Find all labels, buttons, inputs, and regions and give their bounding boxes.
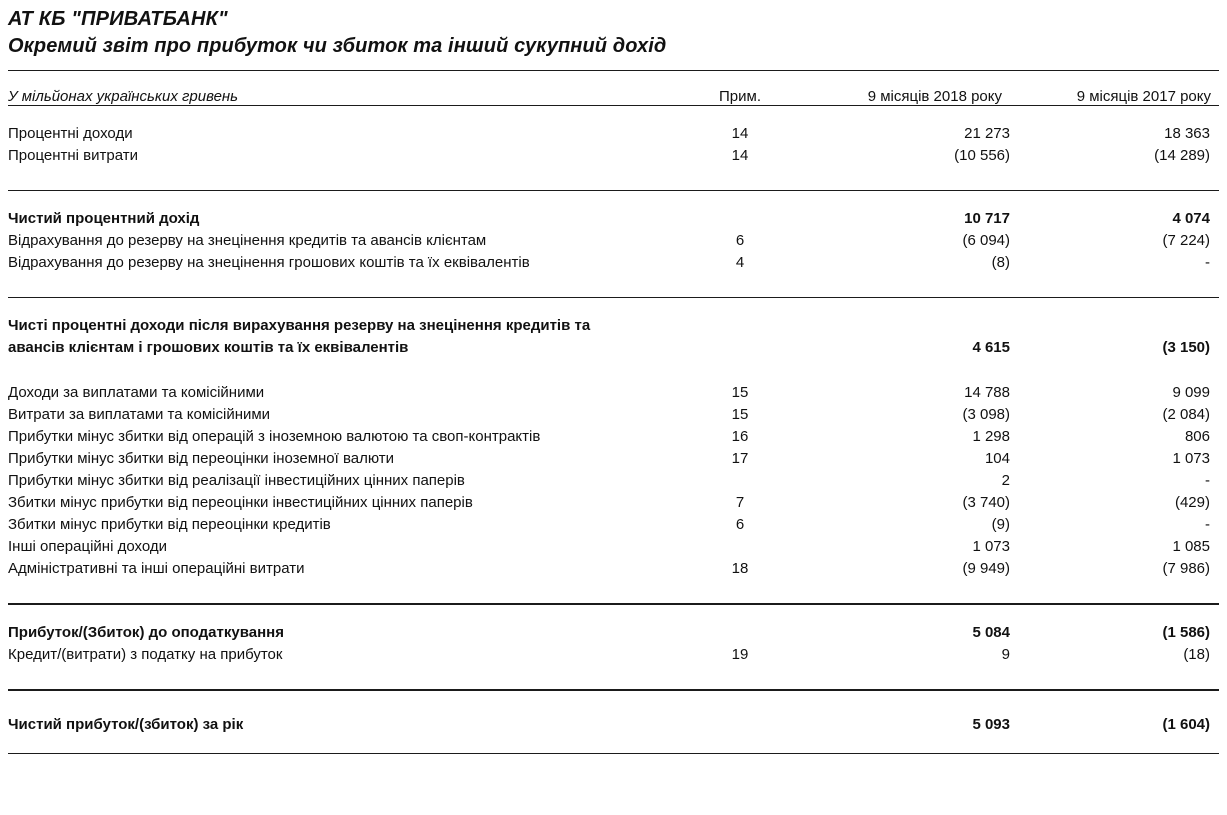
table-row xyxy=(8,123,1219,145)
row-label: Збитки мінус прибутки від переоцінки інвестиційних цінних паперів xyxy=(8,494,473,512)
row-value-2017: 1 073 xyxy=(1172,450,1210,468)
row-value-2018: 1 298 xyxy=(972,428,1010,446)
row-value-2018: 104 xyxy=(984,450,1010,468)
row-note: 15 xyxy=(731,384,749,402)
row-note: 17 xyxy=(731,450,749,468)
row-value-2017: 9 099 xyxy=(1172,384,1210,402)
row-label: Кредит/(витрати) з податку на прибуток xyxy=(8,646,283,664)
row-label: Прибутки мінус збитки від операцій з іноземною валютою та своп-контрактів xyxy=(8,428,541,446)
row-value-2018: (3 098) xyxy=(962,406,1010,424)
table-row xyxy=(8,536,1219,558)
row-label: Доходи за виплатами та комісійними xyxy=(8,384,265,402)
row-value-2017: (429) xyxy=(1174,494,1210,512)
column-header-period-current: 9 місяців 2018 року xyxy=(867,88,1002,106)
row-value-2017: - xyxy=(1205,516,1210,534)
row-note: 19 xyxy=(731,646,749,664)
row-note: 6 xyxy=(735,516,745,534)
row-label: Інші операційні доходи xyxy=(8,538,167,556)
row-note xyxy=(684,536,796,558)
bottom-divider xyxy=(8,753,1219,754)
row-note xyxy=(684,470,796,492)
row-value-2018: 5 093 xyxy=(972,716,1010,734)
row-value-2017: 4 074 xyxy=(1172,210,1210,228)
row-label: Процентні витрати xyxy=(8,147,138,165)
row-label-line1: Чисті процентні доходи після вирахування резерву на знецінення кредитів та xyxy=(8,317,591,335)
row-value-2018: (6 094) xyxy=(962,232,1010,250)
row-value-2017: 1 085 xyxy=(1172,538,1210,556)
row-value-2018: (9 949) xyxy=(962,560,1010,578)
row-note: 18 xyxy=(731,560,749,578)
row-note xyxy=(684,208,796,230)
row-value-2018: 5 084 xyxy=(972,624,1010,642)
row-value-2018: 10 717 xyxy=(964,210,1010,228)
entity-name: АТ КБ "ПРИВАТБАНК" xyxy=(8,8,228,30)
row-note: 6 xyxy=(735,232,745,250)
row-label: Прибутки мінус збитки від реалізації інвестиційних цінних паперів xyxy=(8,472,465,490)
row-label: Адміністративні та інші операційні витрати xyxy=(8,560,305,578)
table-row xyxy=(8,145,1219,167)
row-value-2017: (18) xyxy=(1183,646,1210,664)
row-label: Процентні доходи xyxy=(8,125,133,143)
row-note: 14 xyxy=(731,125,749,143)
row-note: 14 xyxy=(731,147,749,165)
statement-title: Окремий звіт про прибуток чи збиток та інший сукупний дохід xyxy=(8,34,667,57)
row-note: 15 xyxy=(731,406,749,424)
column-header-period-prior: 9 місяців 2017 року xyxy=(1076,88,1211,106)
table-row xyxy=(8,514,1219,536)
row-note: 4 xyxy=(735,254,745,272)
row-value-2017: (14 289) xyxy=(1154,147,1210,165)
row-value-2017: - xyxy=(1205,254,1210,272)
row-note: 7 xyxy=(735,494,745,512)
row-label: Витрати за виплатами та комісійними xyxy=(8,406,271,424)
row-label: Відрахування до резерву на знецінення грошових коштів та їх еквівалентів xyxy=(8,254,530,272)
table-row xyxy=(8,315,1219,337)
income-statement-table xyxy=(8,71,1219,754)
table-row xyxy=(8,382,1219,404)
table-row xyxy=(8,252,1219,274)
row-value-2018: 2 xyxy=(1001,472,1010,490)
table-row xyxy=(8,470,1219,492)
column-header-note: Прим. xyxy=(719,88,761,106)
row-label: Збитки мінус прибутки від переоцінки кредитів xyxy=(8,516,331,534)
row-value-2018: 14 788 xyxy=(964,384,1010,402)
table-row xyxy=(8,644,1219,666)
row-note: 16 xyxy=(731,428,749,446)
row-label: Чистий процентний дохід xyxy=(8,210,200,228)
row-value-2018: 4 615 xyxy=(972,339,1010,357)
table-row xyxy=(8,337,1219,359)
table-row xyxy=(8,558,1219,580)
row-value-2018: 9 xyxy=(1001,646,1010,664)
row-value-2017: 806 xyxy=(1184,428,1210,446)
row-label: Прибуток/(Збиток) до оподаткування xyxy=(8,624,284,642)
table-row xyxy=(8,404,1219,426)
row-note xyxy=(684,337,796,359)
units-caption: У мільйонах українських гривень xyxy=(8,88,239,106)
table-row xyxy=(8,492,1219,514)
row-note xyxy=(684,714,796,736)
row-label: Прибутки мінус збитки від переоцінки іноземної валюти xyxy=(8,450,395,468)
row-value-2017: (7 986) xyxy=(1162,560,1210,578)
table-row xyxy=(8,448,1219,470)
row-value-2017: - xyxy=(1205,472,1210,490)
row-value-2017: (1 604) xyxy=(1162,716,1210,734)
financial-statement-page xyxy=(0,8,1227,815)
row-value-2017: 18 363 xyxy=(1164,125,1210,143)
table-row xyxy=(8,714,1219,736)
table-row xyxy=(8,426,1219,448)
row-note xyxy=(684,622,796,644)
row-label: Відрахування до резерву на знецінення кредитів та авансів клієнтам xyxy=(8,232,487,250)
row-value-2017: (7 224) xyxy=(1162,232,1210,250)
table-row xyxy=(8,230,1219,252)
row-value-2018: (9) xyxy=(991,516,1010,534)
row-value-2018: 21 273 xyxy=(964,125,1010,143)
row-value-2017: (2 084) xyxy=(1162,406,1210,424)
row-value-2018: (8) xyxy=(991,254,1010,272)
row-value-2018: (3 740) xyxy=(962,494,1010,512)
table-row xyxy=(8,622,1219,644)
table-row xyxy=(8,208,1219,230)
row-value-2018: (10 556) xyxy=(954,147,1010,165)
row-label: Чистий прибуток/(збиток) за рік xyxy=(8,716,244,734)
row-value-2018: 1 073 xyxy=(972,538,1010,556)
row-value-2017: (3 150) xyxy=(1162,339,1210,357)
table-header-row xyxy=(8,88,1219,105)
row-label-line2: авансів клієнтам і грошових коштів та їх еквівалентів xyxy=(8,339,409,357)
row-value-2017: (1 586) xyxy=(1162,624,1210,642)
